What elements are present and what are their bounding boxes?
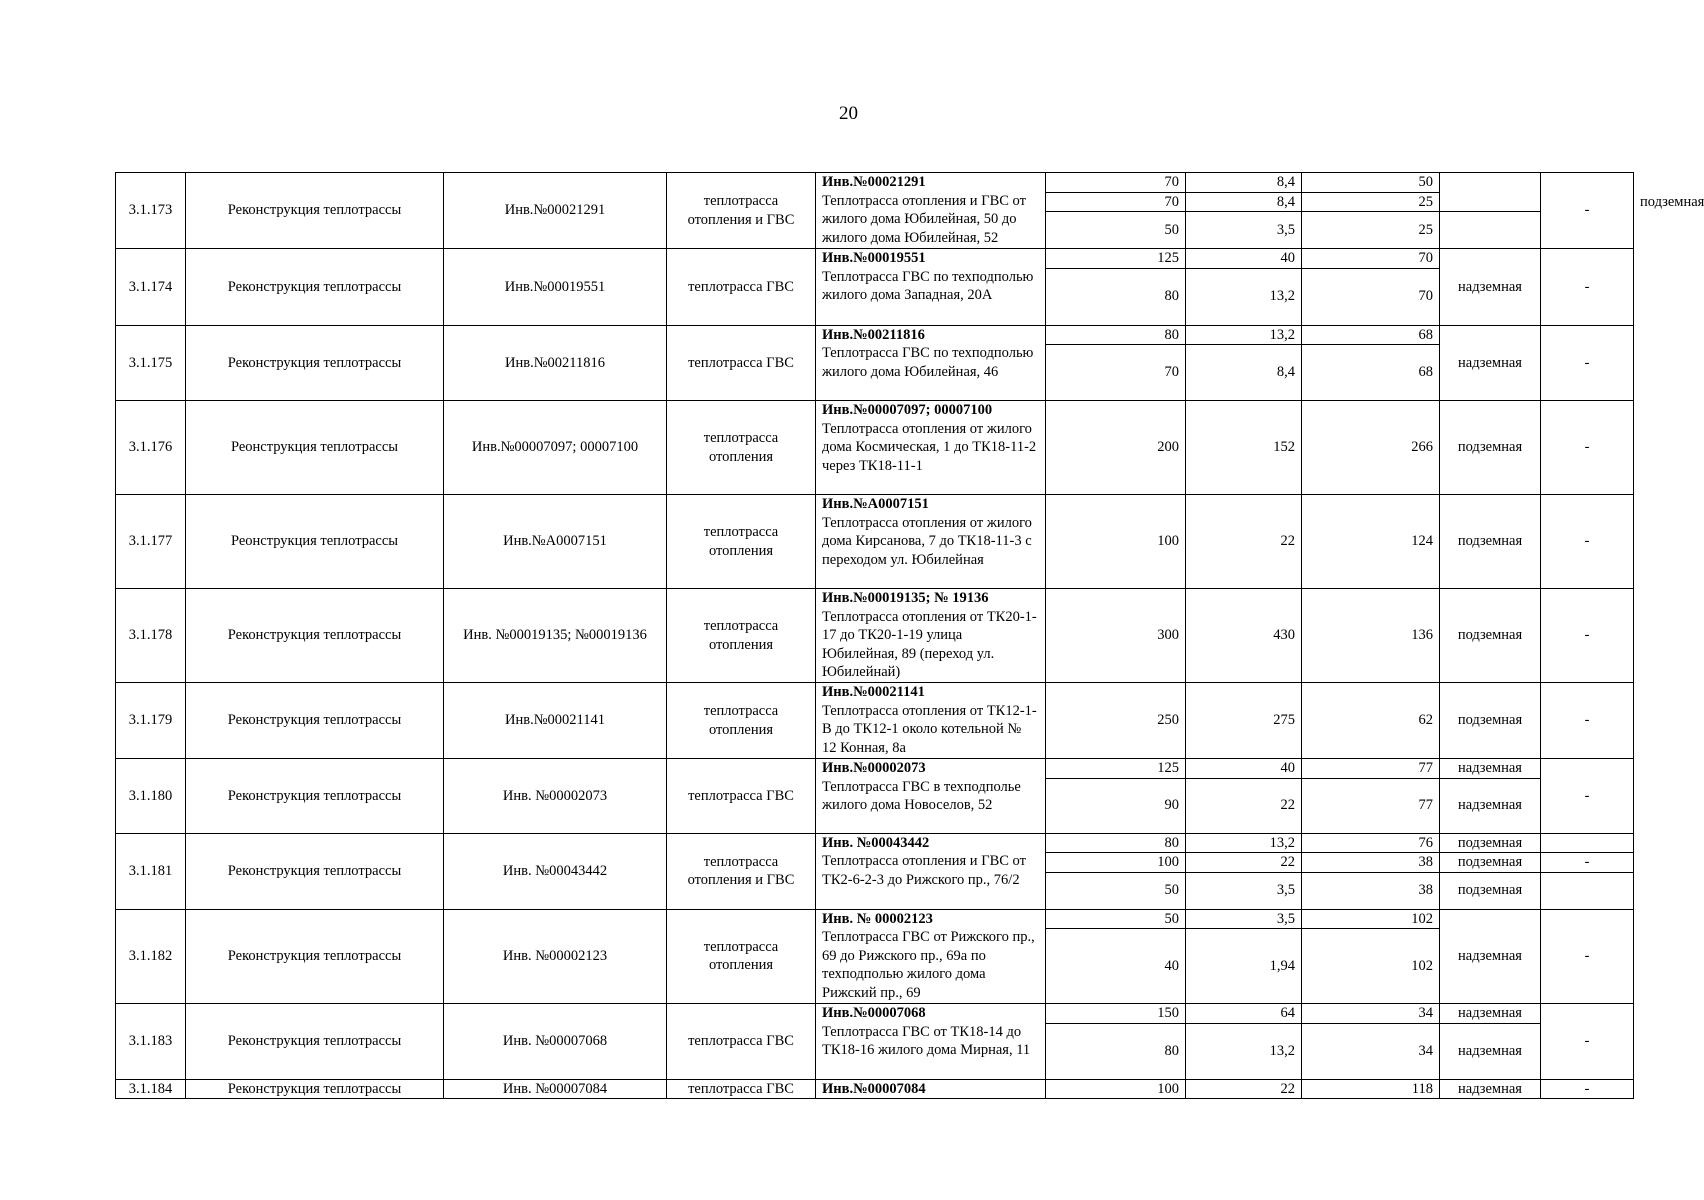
inventory-number: Инв. №00007084	[444, 1079, 667, 1099]
laying-type: надземная	[1440, 1023, 1541, 1079]
item-number: 3.1.183	[116, 1004, 186, 1080]
table-row	[116, 589, 1634, 683]
object-description	[816, 495, 1046, 589]
desc-text: Теплотрасса отопления от ТК20-1-17 до ТК20-1-19 улица Юбилейная, 89 (переход ул. Юбилейнай)	[822, 608, 1037, 680]
length-b: 50	[1302, 173, 1440, 193]
diameter: 100	[1046, 853, 1186, 873]
diameter: 40	[1046, 929, 1186, 1004]
network-type: теплотрасса ГВС	[667, 249, 816, 326]
length-a: 13,2	[1186, 833, 1302, 853]
laying-type	[1440, 173, 1541, 212]
desc-inv: Инв.№А0007151	[822, 496, 929, 512]
desc-text: Теплотрасса отопления от ТК12-1-В до ТК12-1 около котельной № 12 Конная, 8а	[822, 702, 1037, 756]
object-description	[816, 173, 1046, 249]
note: -	[1541, 1079, 1634, 1099]
table-row	[116, 833, 1634, 853]
length-a: 40	[1186, 759, 1302, 779]
desc-inv: Инв.№00019551	[822, 250, 926, 266]
length-a: 152	[1186, 401, 1302, 495]
desc-text: Теплотрасса отопления и ГВС от ТК2-6-2-3 до Рижского пр., 76/2	[822, 853, 1026, 888]
object-description	[816, 833, 1046, 909]
note	[1541, 872, 1634, 909]
desc-text: Теплотрасса ГВС от Рижского пр., 69 до Рижского пр., 69а по техподполью жилого дома Рижский пр., 69	[822, 929, 1035, 1001]
note: -	[1541, 495, 1634, 589]
object-description	[816, 683, 1046, 759]
object-description	[816, 1079, 1046, 1099]
object-description	[816, 249, 1046, 326]
item-number: 3.1.175	[116, 325, 186, 401]
work-type: Реконструкция теплотрассы	[186, 325, 444, 401]
desc-inv: Инв.№00211816	[822, 326, 925, 343]
object-description	[816, 1004, 1046, 1080]
page-number: 20	[839, 103, 858, 124]
laying-type	[1440, 212, 1541, 249]
note: -	[1541, 325, 1634, 401]
length-a: 64	[1186, 1004, 1302, 1024]
laying-type: подземная	[1440, 683, 1541, 759]
diameter: 200	[1046, 401, 1186, 495]
diameter: 70	[1046, 345, 1186, 401]
diameter: 100	[1046, 495, 1186, 589]
heating-network-table	[115, 172, 1704, 1099]
diameter: 80	[1046, 325, 1186, 345]
item-number: 3.1.178	[116, 589, 186, 683]
length-a: 3,5	[1186, 872, 1302, 909]
network-type: теплотрасса ГВС	[667, 1079, 816, 1099]
length-a: 13,2	[1186, 268, 1302, 325]
desc-inv: Инв.№00007084	[822, 1080, 926, 1097]
diameter: 125	[1046, 249, 1186, 269]
diameter: 70	[1046, 173, 1186, 193]
length-a: 22	[1186, 495, 1302, 589]
table-row	[116, 759, 1634, 779]
length-a: 275	[1186, 683, 1302, 759]
network-type: теплотрасса отопления и ГВС	[667, 833, 816, 909]
inventory-number: Инв.№00021141	[444, 683, 667, 759]
length-a: 40	[1186, 249, 1302, 269]
desc-inv: Инв.№00019135; № 19136	[822, 590, 989, 606]
work-type: Реконструкция теплотрассы	[186, 589, 444, 683]
network-type: теплотрасса отопления и ГВС	[667, 173, 816, 249]
table-row	[116, 909, 1634, 929]
network-type: теплотрасса отопления	[667, 589, 816, 683]
work-type: Реонструкция теплотрассы	[186, 495, 444, 589]
network-type: теплотрасса ГВС	[667, 1004, 816, 1080]
laying-type: надземная	[1440, 759, 1541, 779]
diameter: 80	[1046, 1023, 1186, 1079]
note: -	[1541, 589, 1634, 683]
work-type: Реконструкция теплотрассы	[186, 909, 444, 1004]
diameter: 80	[1046, 268, 1186, 325]
inventory-number: Инв.№00007097; 00007100	[444, 401, 667, 495]
item-number: 3.1.174	[116, 249, 186, 326]
item-number: 3.1.177	[116, 495, 186, 589]
length-b: 62	[1302, 683, 1440, 759]
diameter: 50	[1046, 909, 1186, 929]
object-description	[816, 401, 1046, 495]
length-b: 68	[1302, 325, 1440, 345]
length-b: 124	[1302, 495, 1440, 589]
desc-inv: Инв.№00007068	[822, 1005, 926, 1021]
inventory-number: Инв.№00019551	[444, 249, 667, 326]
object-description	[816, 325, 1046, 401]
laying-type: подземная	[1440, 872, 1541, 909]
laying-type: подземная	[1440, 589, 1541, 683]
desc-text: Теплотрасса ГВС в техподполье жилого дома Новоселов, 52	[822, 778, 1021, 813]
table-row	[116, 495, 1634, 589]
note: -	[1541, 173, 1634, 249]
network-type: теплотрасса ГВС	[667, 325, 816, 401]
table-row	[116, 1079, 1634, 1099]
table-row: 70 8,4 25 подземная	[116, 192, 1634, 212]
laying-type: подземная	[1440, 495, 1541, 589]
length-b: 34	[1302, 1023, 1440, 1079]
table-row	[116, 401, 1634, 495]
laying-type: надземная	[1440, 909, 1541, 1004]
length-b: 25	[1302, 192, 1440, 212]
length-b: 68	[1302, 345, 1440, 401]
inventory-number: Инв.№00211816	[444, 325, 667, 401]
length-a: 8,4	[1186, 173, 1302, 193]
work-type: Реконструкция теплотрассы	[186, 249, 444, 326]
note: -	[1541, 683, 1634, 759]
length-a: 1,94	[1186, 929, 1302, 1004]
laying-type: надземная	[1440, 325, 1541, 401]
length-a: 3,5	[1186, 909, 1302, 929]
length-b: 102	[1302, 909, 1440, 929]
length-b: 25	[1302, 212, 1440, 249]
desc-text: Теплотрасса отопления и ГВС от жилого дома Юбилейная, 50 до жилого дома Юбилейная, 52	[822, 192, 1026, 246]
desc-inv: Инв.№00021141	[822, 684, 925, 700]
work-type: Реконструкция теплотрассы	[186, 683, 444, 759]
object-description	[816, 909, 1046, 1004]
object-description	[816, 589, 1046, 683]
diameter: 125	[1046, 759, 1186, 779]
object-description	[816, 759, 1046, 834]
work-type: Реконструкция теплотрассы	[186, 1079, 444, 1099]
network-type: теплотрасса отопления	[667, 401, 816, 495]
length-b: 77	[1302, 759, 1440, 779]
diameter: 80	[1046, 833, 1186, 853]
desc-text: Теплотрасса отопления от жилого дома Космическая, 1 до ТК18-11-2 через ТК18-11-1	[822, 420, 1037, 474]
network-type: теплотрасса отопления	[667, 495, 816, 589]
desc-text: Теплотрасса ГВС по техподполью жилого дома Юбилейная, 46	[822, 345, 1034, 380]
note: -	[1541, 401, 1634, 495]
table-row	[116, 1004, 1634, 1024]
diameter: 100	[1046, 1079, 1186, 1099]
note: -	[1541, 909, 1634, 1004]
table-row	[116, 249, 1634, 269]
item-number: 3.1.184	[116, 1079, 186, 1099]
diameter: 250	[1046, 683, 1186, 759]
network-type: теплотрасса отопления	[667, 683, 816, 759]
note: -	[1541, 249, 1634, 326]
desc-inv: Инв.№00002073	[822, 760, 926, 776]
length-a: 430	[1186, 589, 1302, 683]
length-a: 13,2	[1186, 1023, 1302, 1079]
item-number: 3.1.179	[116, 683, 186, 759]
inventory-number: Инв.№А0007151	[444, 495, 667, 589]
item-number: 3.1.176	[116, 401, 186, 495]
desc-text: Теплотрасса отопления от жилого дома Кирсанова, 7 до ТК18-11-3 с переходом ул. Юбилейная	[822, 514, 1032, 568]
desc-inv: Инв. № 00002123	[822, 910, 933, 927]
work-type: Реонструкция теплотрассы	[186, 401, 444, 495]
length-a: 3,5	[1186, 212, 1302, 249]
desc-inv: Инв. №00043442	[822, 834, 930, 851]
laying-type: подземная	[1440, 853, 1541, 873]
inventory-number: Инв.№00021291	[444, 173, 667, 249]
inventory-number: Инв. №00002073	[444, 759, 667, 834]
diameter: 50	[1046, 872, 1186, 909]
inventory-number: Инв. №00002123	[444, 909, 667, 1004]
inventory-number: Инв. №00007068	[444, 1004, 667, 1080]
table-row	[116, 683, 1634, 759]
length-b: 38	[1302, 853, 1440, 873]
desc-inv: Инв.№00021291	[822, 174, 926, 190]
inventory-number: Инв. №00019135; №00019136	[444, 589, 667, 683]
length-a: 22	[1186, 778, 1302, 833]
laying-type: надземная	[1440, 1004, 1541, 1024]
work-type: Реконструкция теплотрассы	[186, 173, 444, 249]
diameter: 300	[1046, 589, 1186, 683]
desc-inv: Инв.№00007097; 00007100	[822, 402, 993, 418]
length-a: 22	[1186, 853, 1302, 873]
item-number: 3.1.173	[116, 173, 186, 249]
note: -	[1541, 853, 1634, 873]
laying-type: подземная	[1440, 833, 1541, 853]
item-number: 3.1.180	[116, 759, 186, 834]
work-type: Реконструкция теплотрассы	[186, 759, 444, 834]
laying-type: надземная	[1440, 249, 1541, 326]
laying-type: подземная	[1440, 401, 1541, 495]
length-b: 76	[1302, 833, 1440, 853]
table-row	[116, 173, 1634, 193]
length-b: 77	[1302, 778, 1440, 833]
length-a: 8,4	[1186, 192, 1302, 212]
desc-text: Теплотрасса ГВС по техподполью жилого дома Западная, 20А	[822, 268, 1034, 303]
work-type: Реконструкция теплотрассы	[186, 833, 444, 909]
item-number: 3.1.182	[116, 909, 186, 1004]
length-b: 136	[1302, 589, 1440, 683]
diameter: 70	[1046, 192, 1186, 212]
length-b: 102	[1302, 929, 1440, 1004]
length-b: 38	[1302, 872, 1440, 909]
length-a: 8,4	[1186, 345, 1302, 401]
item-number: 3.1.181	[116, 833, 186, 909]
laying-type: надземная	[1440, 1079, 1541, 1099]
laying-type: надземная	[1440, 778, 1541, 833]
length-b: 266	[1302, 401, 1440, 495]
length-b: 118	[1302, 1079, 1440, 1099]
table-row	[116, 325, 1634, 345]
length-b: 70	[1302, 249, 1440, 269]
diameter: 150	[1046, 1004, 1186, 1024]
network-type: теплотрасса отопления	[667, 909, 816, 1004]
note: -	[1541, 759, 1634, 834]
note	[1541, 833, 1634, 853]
length-a: 13,2	[1186, 325, 1302, 345]
length-b: 70	[1302, 268, 1440, 325]
diameter: 50	[1046, 212, 1186, 249]
network-type: теплотрасса ГВС	[667, 759, 816, 834]
length-a: 22	[1186, 1079, 1302, 1099]
note: -	[1541, 1004, 1634, 1080]
inventory-number: Инв. №00043442	[444, 833, 667, 909]
length-b: 34	[1302, 1004, 1440, 1024]
desc-text: Теплотрасса ГВС от ТК18-14 до ТК18-16 жилого дома Мирная, 11	[822, 1023, 1031, 1058]
diameter: 90	[1046, 778, 1186, 833]
work-type: Реконструкция теплотрассы	[186, 1004, 444, 1080]
